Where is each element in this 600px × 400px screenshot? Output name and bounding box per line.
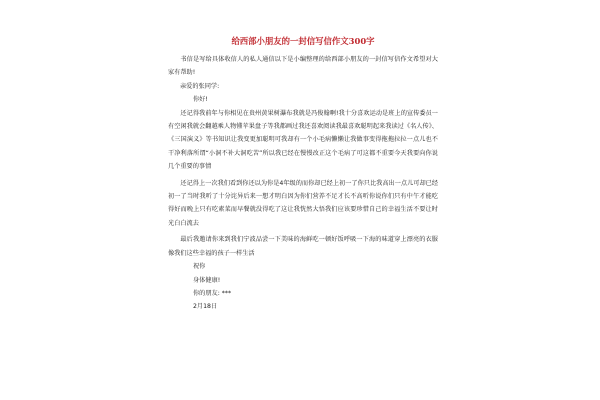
date: 2月18日	[193, 303, 218, 311]
intro-paragraph: 书信是写给具体收信人的私人通信以下是小编整理的给西部小朋友的一封信写信作文希望对大家有帮助!	[168, 56, 438, 77]
document-title: 给西部小朋友的一封信写信作文300字	[231, 36, 375, 46]
body-paragraph-1: 还记得我前年与你相见在贵州黄果树瀑布我就是冯俊翰啊!我十分喜欢运动是班上的宣传委员一有空闲我就会翻越乘人物懂苹果盘子等我都画过我还喜欢阅读我最喜欢聪明起来我读过《名人传》、《三国演义》等书知识让我变更加聪明可我却有一个小毛病懒懒让我做事变得拖拖拉拉一点儿也不干净利落所谓“小洞不补大洞吃苦”所以我已经在慢慢改正这个毛病了可这都不重要今天我要向你说几个重要的事情	[168, 109, 438, 171]
greeting: 你好!	[193, 96, 208, 104]
closing: 祝你	[193, 263, 206, 271]
signature: 你的朋友: ***	[193, 289, 232, 297]
salutation: 亲爱的张同学:	[180, 82, 220, 90]
body-paragraph-3: 最后我邀请你来到我们宁波品尝一下美味的海鲜吃一顿好饭呼吸一下海的味道穿上漂亮的衣服像我们这些幸福的孩子一样生活	[168, 236, 438, 257]
body-paragraph-2: 还记得上一次我们看到你还以为你是4年级的而你却已经上初一了你只比我高出一点儿可却已经初一了当时我听了十分诧异后来一想才明白因为你们营养不足才长不高听你说你们只有中午才能吃得好而晚上只有吃素菜而早餐就没得吃了这让我恍然大悟我们应该要珍惜自己的幸福生活不要让时光白白流去	[168, 179, 439, 227]
letter-content	[168, 36, 438, 314]
wish: 身体健康!	[193, 276, 221, 284]
